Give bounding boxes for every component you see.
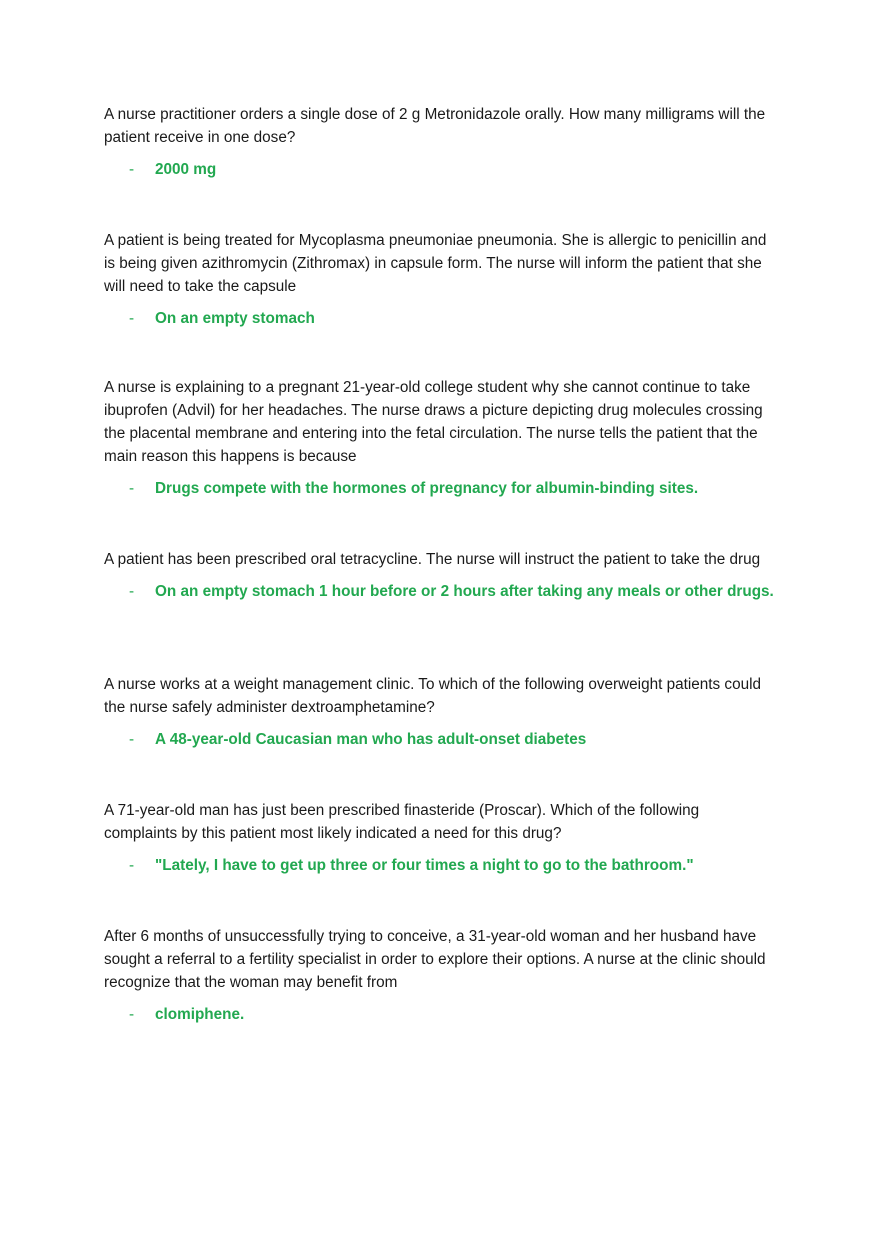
answer-text: 2000 mg	[155, 161, 217, 178]
answer-line	[104, 309, 776, 329]
answer-text: A 48-year-old Caucasian man who has adult-onset diabetes	[155, 731, 587, 748]
qa-item	[104, 925, 776, 1025]
question-text: A nurse is explaining to a pregnant 21-year-old college student why she cannot continue to take ibuprofen (Advil) for her headaches. The nurse draws a picture depicting drug molecules crossing the placental membrane and entering into the fetal circulation. The nurse tells the patient that the main reason this happens is because	[104, 379, 763, 465]
bullet-dash: -	[129, 161, 135, 178]
answer-text: On an empty stomach	[155, 310, 315, 327]
answer-text: Drugs compete with the hormones of pregnancy for albumin-binding sites.	[155, 480, 699, 497]
question-text: After 6 months of unsuccessfully trying to conceive, a 31-year-old woman and her husband have sought a referral to a fertility specialist in order to explore their options. A nurse at the clinic should recognize that the woman may benefit from	[104, 928, 766, 991]
answer-text: On an empty stomach 1 hour before or 2 hours after taking any meals or other drugs.	[155, 583, 774, 600]
bullet-dash: -	[129, 583, 135, 600]
qa-item	[104, 548, 776, 602]
question-text: A nurse practitioner orders a single dose of 2 g Metronidazole orally. How many milligrams will the patient receive in one dose?	[104, 106, 766, 146]
question-text: A patient is being treated for Mycoplasma pneumoniae pneumonia. She is allergic to penicillin and is being given azithromycin (Zithromax) in capsule form. The nurse will inform the patient that she will need to take the capsule	[104, 232, 767, 295]
qa-item	[104, 799, 776, 876]
answer-line	[104, 730, 776, 750]
bullet-dash: -	[129, 1006, 135, 1023]
bullet-dash: -	[129, 857, 135, 874]
question-text: A 71-year-old man has just been prescribed finasteride (Proscar). Which of the following complaints by this patient most likely indicated a need for this drug?	[104, 802, 700, 842]
answer-line	[104, 1005, 776, 1025]
qa-item	[104, 103, 776, 180]
bullet-dash: -	[129, 480, 135, 497]
answer-text: "Lately, I have to get up three or four times a night to go to the bathroom."	[155, 857, 694, 874]
qa-item	[104, 376, 776, 499]
answer-line	[104, 856, 776, 876]
answer-line	[104, 582, 776, 602]
question-text: A patient has been prescribed oral tetracycline. The nurse will instruct the patient to take the drug	[104, 551, 761, 568]
question-text: A nurse works at a weight management clinic. To which of the following overweight patients could the nurse safely administer dextroamphetamine?	[104, 676, 761, 716]
answer-text: clomiphene.	[155, 1006, 245, 1023]
qa-item	[104, 229, 776, 329]
bullet-dash: -	[129, 310, 135, 327]
answer-line	[104, 160, 776, 180]
qa-item	[104, 673, 776, 750]
bullet-dash: -	[129, 731, 135, 748]
answer-line	[104, 479, 776, 499]
